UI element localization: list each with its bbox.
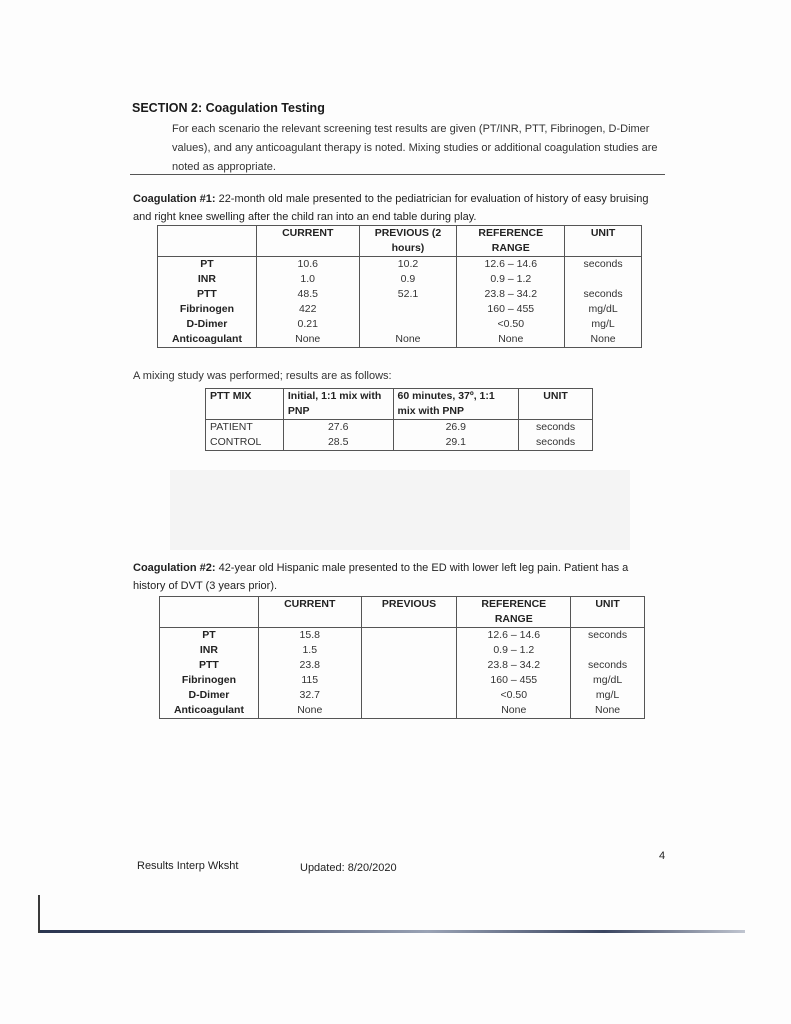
previous-value: 10.2 (359, 257, 457, 273)
table-row (206, 435, 593, 451)
unit: None (565, 332, 642, 348)
mixing-header-cell: PTT MIX (206, 389, 284, 420)
row-label: PTT (160, 658, 259, 673)
coag2-text: 42-year old Hispanic male presented to the ED with lower left leg pain. Patient has a history of DVT (3 years prior). (133, 562, 629, 592)
row-label: INR (160, 643, 259, 658)
current-value: 422 (256, 302, 359, 317)
current-value: None (256, 332, 359, 348)
reference-range: 0.9 – 1.2 (457, 643, 571, 658)
unit: seconds (565, 287, 642, 302)
unit (565, 272, 642, 287)
unit: seconds (519, 420, 593, 436)
coag1-header-cell: REFERENCE RANGE (457, 226, 565, 257)
previous-value (361, 628, 457, 644)
table-row (160, 658, 645, 673)
table-row (160, 688, 645, 703)
coag1-header-cell: PREVIOUS (2 hours) (359, 226, 457, 257)
bleed-through-shading (170, 470, 630, 550)
reference-range: 12.6 – 14.6 (457, 257, 565, 273)
coag1-scenario (133, 190, 663, 226)
coag2-header-cell (160, 597, 259, 628)
row-label: Anticoagulant (158, 332, 257, 348)
unit: seconds (571, 658, 645, 673)
section-divider (130, 174, 665, 175)
row-label: Anticoagulant (160, 703, 259, 719)
sixty-minute-value: 26.9 (393, 420, 519, 436)
coag2-heading: Coagulation #2: (133, 562, 216, 574)
coag1-heading: Coagulation #1: (133, 193, 216, 205)
page-number: 4 (659, 850, 666, 862)
row-label: D-Dimer (160, 688, 259, 703)
initial-mix-value: 27.6 (283, 420, 393, 436)
table-row (206, 420, 593, 436)
reference-range: 160 – 455 (457, 673, 571, 688)
previous-value: None (359, 332, 457, 348)
row-label: CONTROL (206, 435, 284, 451)
scan-page-edge-bottom (40, 930, 745, 933)
unit: seconds (571, 628, 645, 644)
reference-range: None (457, 703, 571, 719)
coag2-header-cell: UNIT (571, 597, 645, 628)
table-row (160, 673, 645, 688)
initial-mix-value: 28.5 (283, 435, 393, 451)
coag1-header-row (158, 226, 642, 257)
current-value: 115 (258, 673, 361, 688)
reference-range: 160 – 455 (457, 302, 565, 317)
footer-updated-date: Updated: 8/20/2020 (300, 862, 397, 874)
row-label: PTT (158, 287, 257, 302)
row-label: INR (158, 272, 257, 287)
mixing-header-cell: 60 minutes, 37º, 1:1 mix with PNP (393, 389, 519, 420)
row-label: PT (160, 628, 259, 644)
previous-value (361, 658, 457, 673)
previous-value: 0.9 (359, 272, 457, 287)
current-value: 32.7 (258, 688, 361, 703)
coag1-header-cell (158, 226, 257, 257)
scan-page-edge-left (38, 895, 40, 933)
unit: mg/L (571, 688, 645, 703)
mixing-header-row (206, 389, 593, 420)
table-row (158, 302, 642, 317)
table-row (158, 272, 642, 287)
unit: seconds (519, 435, 593, 451)
coag1-header-cell: CURRENT (256, 226, 359, 257)
reference-range: 23.8 – 34.2 (457, 658, 571, 673)
coag2-table (159, 596, 645, 719)
mixing-table (205, 388, 593, 451)
section-title-text: SECTION 2: Coagulation Testing (132, 101, 325, 115)
previous-value (359, 302, 457, 317)
reference-range: 12.6 – 14.6 (457, 628, 571, 644)
table-row (158, 257, 642, 273)
mixing-header-cell: UNIT (519, 389, 593, 420)
coag2-header-row (160, 597, 645, 628)
previous-value: 52.1 (359, 287, 457, 302)
coag2-scenario (133, 559, 663, 595)
unit (571, 643, 645, 658)
row-label: PATIENT (206, 420, 284, 436)
current-value: None (258, 703, 361, 719)
table-row (160, 643, 645, 658)
current-value: 23.8 (258, 658, 361, 673)
reference-range: <0.50 (457, 688, 571, 703)
previous-value (361, 703, 457, 719)
current-value: 1.0 (256, 272, 359, 287)
unit: None (571, 703, 645, 719)
row-label: Fibrinogen (160, 673, 259, 688)
coag1-table (157, 225, 642, 348)
reference-range: <0.50 (457, 317, 565, 332)
coag2-header-cell: PREVIOUS (361, 597, 457, 628)
mixing-intro: A mixing study was performed; results are as follows: (133, 370, 392, 382)
current-value: 48.5 (256, 287, 359, 302)
current-value: 0.21 (256, 317, 359, 332)
previous-value (361, 643, 457, 658)
section-title (132, 101, 325, 115)
sixty-minute-value: 29.1 (393, 435, 519, 451)
coag2-header-cell: CURRENT (258, 597, 361, 628)
current-value: 15.8 (258, 628, 361, 644)
table-row (158, 317, 642, 332)
table-row (160, 628, 645, 644)
reference-range: 23.8 – 34.2 (457, 287, 565, 302)
current-value: 1.5 (258, 643, 361, 658)
mixing-header-cell: Initial, 1:1 mix with PNP (283, 389, 393, 420)
unit: mg/dL (565, 302, 642, 317)
previous-value (359, 317, 457, 332)
coag1-text: 22-month old male presented to the pediatrician for evaluation of history of easy bruising and right knee swelling after the child ran into an end table during play. (133, 193, 649, 223)
reference-range: 0.9 – 1.2 (457, 272, 565, 287)
unit: seconds (565, 257, 642, 273)
unit: mg/L (565, 317, 642, 332)
table-row (160, 703, 645, 719)
current-value: 10.6 (256, 257, 359, 273)
table-row (158, 287, 642, 302)
coag2-header-cell: REFERENCE RANGE (457, 597, 571, 628)
coag1-header-cell: UNIT (565, 226, 642, 257)
table-row (158, 332, 642, 348)
row-label: PT (158, 257, 257, 273)
previous-value (361, 673, 457, 688)
footer-document-name: Results Interp Wksht (137, 860, 239, 872)
reference-range: None (457, 332, 565, 348)
row-label: Fibrinogen (158, 302, 257, 317)
section-intro: For each scenario the relevant screening test results are given (PT/INR, PTT, Fibrinogen, D-Dimer values), and any anticoagulant therapy is noted. Mixing studies or additional coagulation studies are noted as appropriate. (172, 123, 658, 173)
row-label: D-Dimer (158, 317, 257, 332)
unit: mg/dL (571, 673, 645, 688)
previous-value (361, 688, 457, 703)
